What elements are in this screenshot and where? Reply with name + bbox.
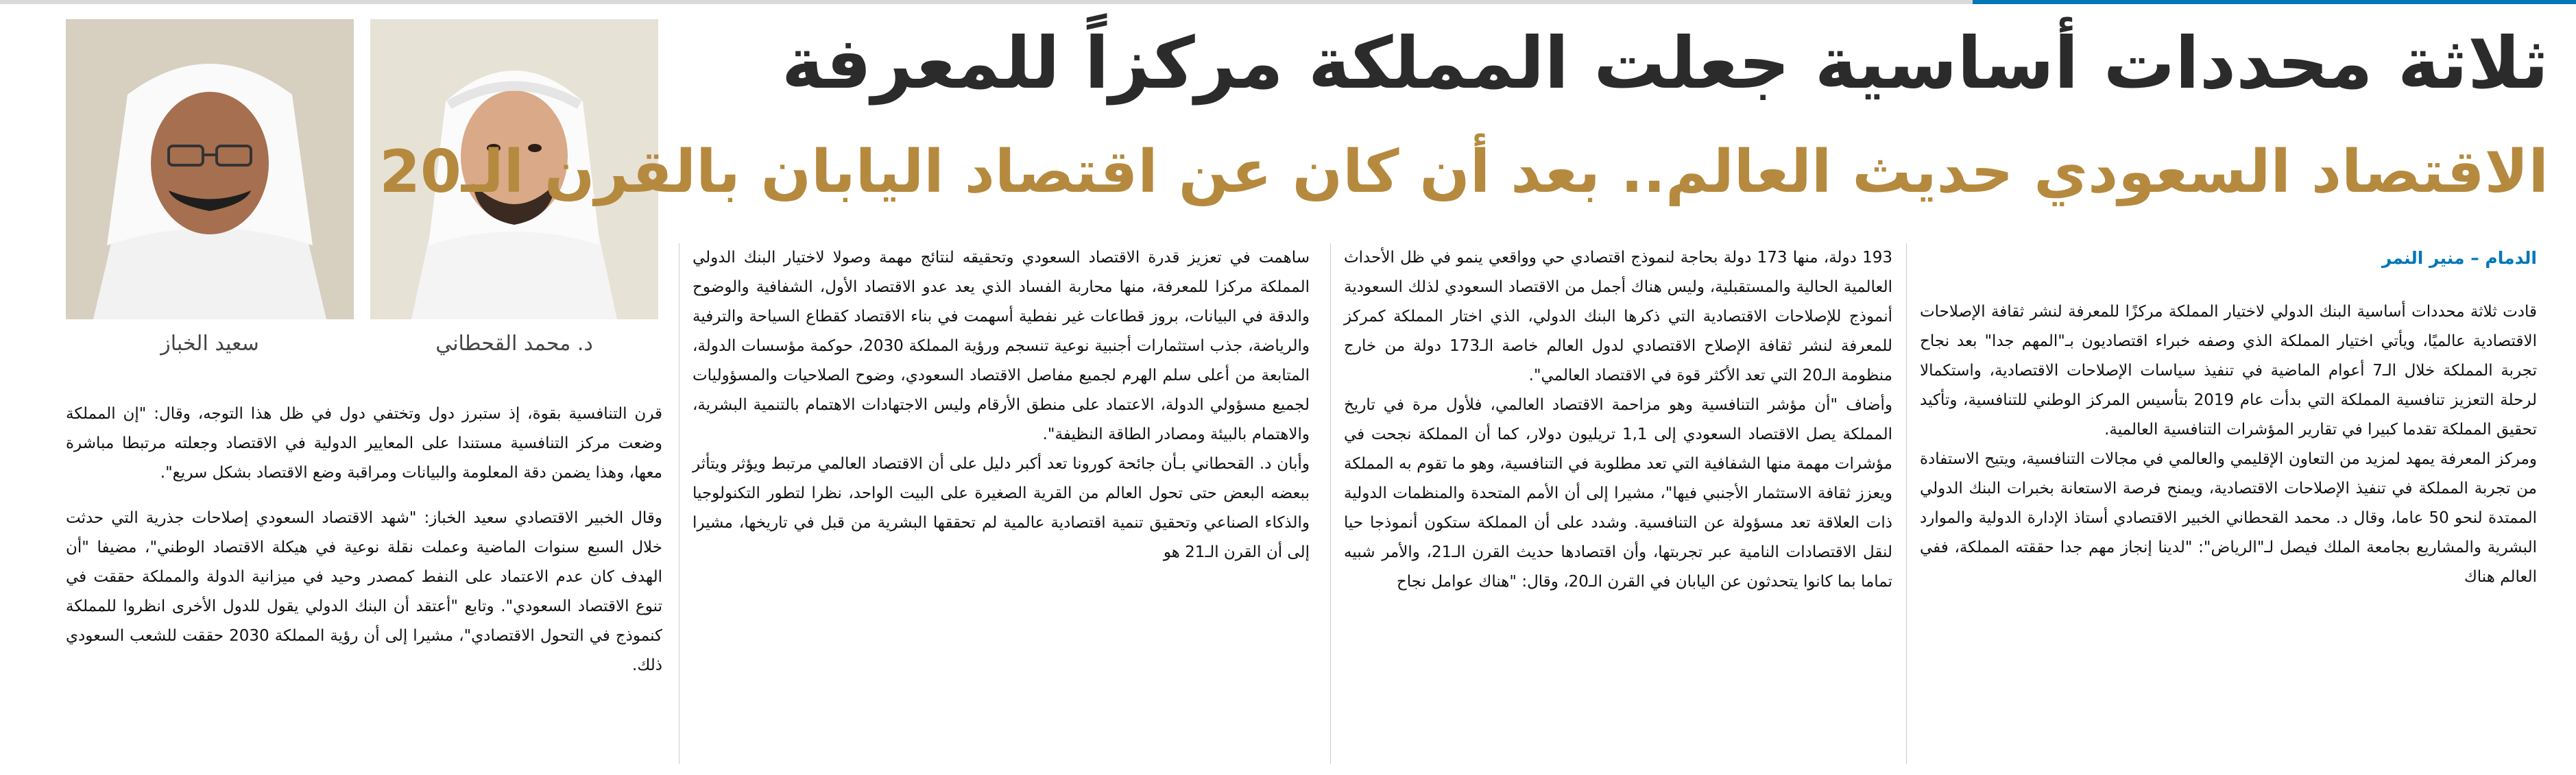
column-1-paragraph-1: قادت ثلاثة محددات أساسية البنك الدولي لاختيار المملكة مركزًا للمعرفة لنشر ثقافة الإصلاحات الاقتصادية عالميًا، ويأتي اختيار المملكة الذي وصفه خبراء اقتصاديون بـ"المهم جدا" بعد نجاح تجربة المملكة خلال الـ7 أعوام الماضية في تنفيذ سياسات الإصلاحات الاقتصادية، واستكمالا لرحلة التعزيز تنافسية المملكة التي بدأت عام 2019 بتأسيس المركز الوطني للتنافسية، وتأكيد تحقيق المملكة تقدما كبيرا في تقارير المؤشرات التنافسية العالمية. xyxy=(1920,303,2537,439)
article-byline: الدمام – منير النمر xyxy=(2381,248,2537,268)
column-1-paragraph-2: ومركز المعرفة يمهد لمزيد من التعاون الإقليمي والعالمي في مجالات التنافسية، ويتيح الاستفادة من تجربة المملكة في تنفيذ الإصلاحات الاقتصادية، ويمنح فرصة الاستعانة بخبرات البنك الدولي الممتدة لنحو 50 عاما، وقال د. محمد القحطاني الخبير الاقتصادي أستاذ الإدارة الدولية والموارد البشرية والمشاريع بجامعة الملك فيصل لـ"الرياض": "لدينا إنجاز مهم جدا حققته المملكة، ففي العالم هناك xyxy=(1920,450,2538,586)
column-4-paragraph-1: قرن التنافسية بقوة، إذ ستبرز دول وتختفي دول في ظل هذا التوجه، وقال: "إن المملكة وضعت مركز التنافسية مستندا على المعايير الدولية في الاقتصاد وجعلته مرتبطا مباشرة معها، وهذا يضمن دقة المعلومة والبيانات ومراقبة وضع الاقتصاد بشكل سريع". xyxy=(66,405,662,482)
column-2 xyxy=(1344,243,1892,764)
column-1 xyxy=(1920,243,2537,764)
column-3 xyxy=(693,243,1310,764)
column-divider xyxy=(1906,243,1907,764)
column-4 xyxy=(66,384,662,764)
photo-caption-qahtani: د. محمد القحطاني xyxy=(435,332,593,356)
article-headline: ثلاثة محددات أساسية جعلت المملكة مركزاً للمعرفة xyxy=(781,21,2549,105)
photo-saeed-alkhabbaz xyxy=(66,19,354,319)
column-2-paragraph-1: 193 دولة، منها 173 دولة بحاجة لنموذج اقتصادي حي وواقعي ينمو في ظل الأحداث العالمية الحالية والمستقبلية، وليس هناك أجمل من الاقتصاد السعودي لذلك السعودية أنموذج للإصلاحات الاقتصادية التي ذكرها البنك الدولي، الذي اختار المملكة كمركز للمعرفة لنشر ثقافة الإصلاح الاقتصادي لدول العالم خاصة الـ173 دولة من خارج منظومة الـ20 التي تعد الأكثر قوة في الاقتصاد العالمي". xyxy=(1344,249,1892,384)
column-2-paragraph-2: وأضاف "أن مؤشر التنافسية وهو مزاحمة الاقتصاد العالمي، فلأول مرة في تاريخ المملكة يصل الاقتصاد السعودي إلى 1,1 تريليون دولار، كما أن المملكة نجحت في مؤشرات مهمة منها الشفافية التي تعد مطلوبة في التنافسية، وهو ما تقوم به المملكة ويعزز ثقافة الاستثمار الأجنبي فيها"، مشيرا إلى أن الأمم المتحدة والمنظمات الدولية ذات العلاقة تعد مسؤولة عن التنافسية. وشدد على أن المملكة ستكون أنموذجا حيا لنقل الاقتصادات النامية عبر تجربتها، وأن اقتصادها حديث القرن الـ21، والأمر شبيه تماما بما كانوا يتحدثون عن اليابان في القرن الـ20، وقال: "هناك عوامل نجاح xyxy=(1344,396,1892,591)
photo-caption-khabbaz: سعيد الخباز xyxy=(160,332,259,356)
column-3-paragraph-2: وأبان د. القحطاني بـأن جائحة كورونا تعد أكبر دليل على أن الاقتصاد العالمي مرتبط ويؤثر ويتأثر ببعضه البعض حتى تحول العالم من القرية الصغيرة على البيت الواحد، نظرا لتطور التكنولوجيا والذكاء الصناعي وتحقيق تنمية اقتصادية عالمية لم تحققها البشرية من قبل في تاريخها، مشيرا إلى أن القرن الـ21 هو xyxy=(693,455,1310,561)
column-3-paragraph-1: ساهمت في تعزيز قدرة الاقتصاد السعودي وتحقيقه لنتائج مهمة وصولا لاختيار البنك الدولي المملكة مركزا للمعرفة، منها محاربة الفساد الذي يعد عدو الاقتصاد الأول، الشفافية والوضوح والدقة في البيانات، بروز قطاعات غير نفطية أسهمت في بناء الاقتصاد كقطاع السياحة والترفية والرياضة، جذب استثمارات أجنبية نوعية تنسجم ورؤية المملكة 2030، حوكمة مؤسسات الدولة، المتابعة من أعلى سلم الهرم لجميع مفاصل الاقتصاد السعودي، وضوح الصلاحيات والمسؤوليات لجميع مسؤولي الدولة، الاعتماد على منطق الأرقام وليس الاجتهادات الاهتمام بالتنمية البشرية، والاهتمام بالبيئة ومصادر الطاقة النظيفة". xyxy=(693,249,1310,443)
top-accent-bar xyxy=(1973,0,2576,4)
column-4-paragraph-2: وقال الخبير الاقتصادي سعيد الخباز: "شهد الاقتصاد السعودي إصلاحات جذرية التي حدثت خلال السبع سنوات الماضية وعملت نقلة نوعية في هيكلة الاقتصاد الوطني"، مضيفا "أن الهدف كان عدم الاعتماد على النفط كمصدر وحيد في ميزانية الدولة والمملكة حققت في تنوع الاقتصاد السعودي". وتابع "أعتقد أن البنك الدولي يقول للدول الأخرى انظروا للمملكة كنموذج في التحول الاقتصادي"، مشيرا إلى أن رؤية المملكة 2030 حققت للشعب السعودي ذلك. xyxy=(66,509,662,674)
column-divider xyxy=(1330,243,1331,764)
portrait-khabbaz-illustration xyxy=(66,19,354,319)
article-subheadline: الاقتصاد السعودي حديث العالم.. بعد أن كان عن اقتصاد اليابان بالقرن الـ20 xyxy=(379,138,2549,206)
